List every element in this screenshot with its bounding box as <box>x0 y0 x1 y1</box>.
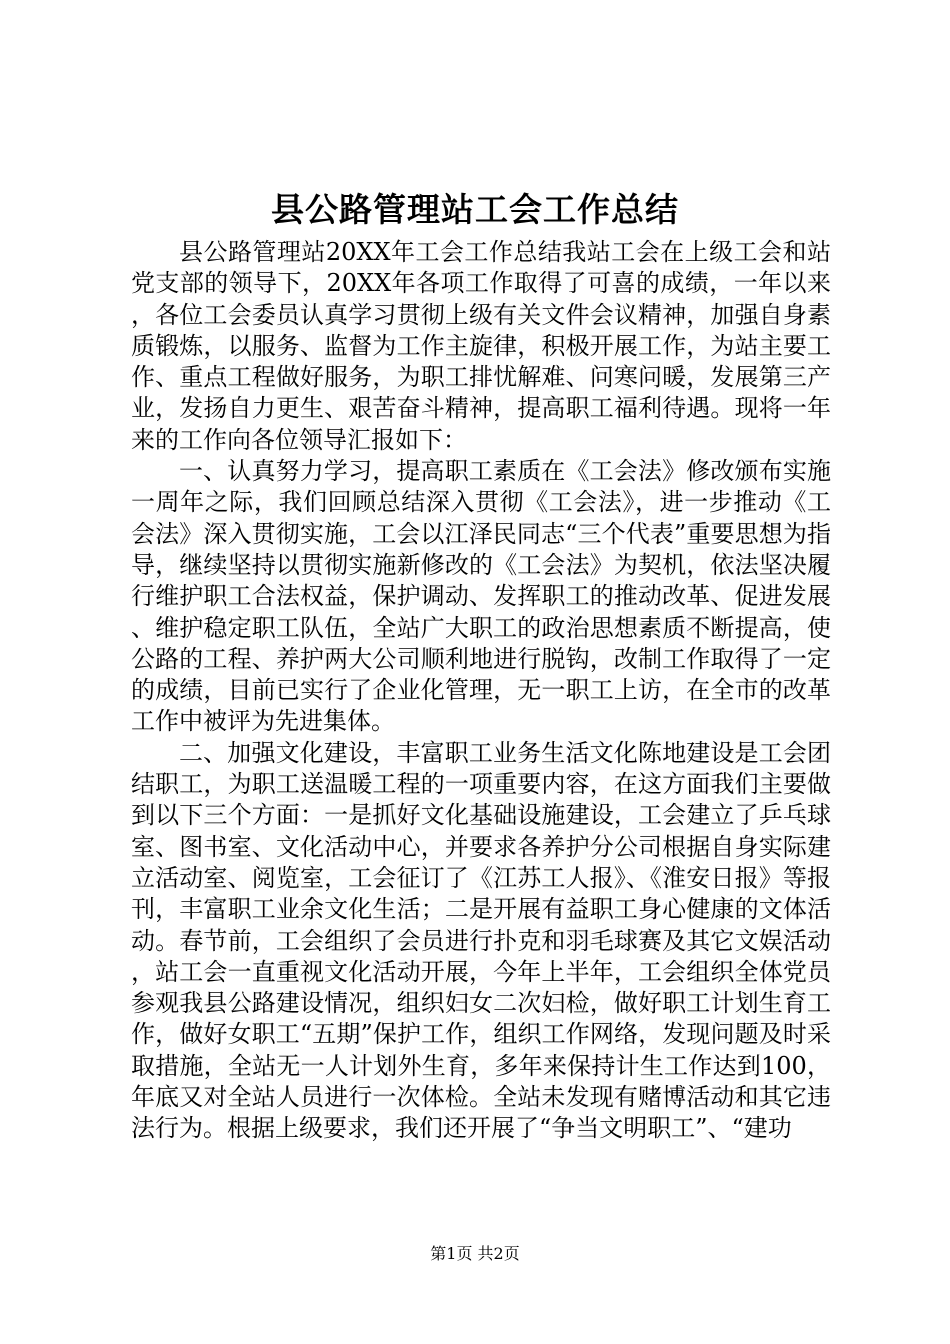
document-title: 县公路管理站工会工作总结 <box>271 190 679 229</box>
document-body <box>131 237 831 1145</box>
paragraph-section-1: 一、认真努力学习，提高职工素质在《工会法》修改颁布实施一周年之际，我们回顾总结深入贯彻《工会法》，进一步推动《工会法》深入贯彻实施，工会以江泽民同志“三个代表”重要思想为指导，继续坚持以贯彻实施新修改的《工会法》为契机，依法坚决履行维护职工合法权益，保护调动、发挥职工的推动改革、促进发展、维护稳定职工队伍，全站广大职工的政治思想素质不断提高，使公路的工程、养护两大公司顺利地进行脱钩，改制工作取得了一定的成绩，目前已实行了企业化管理，无一职工上访，在全市的改革工作中被评为先进集体。 <box>131 457 831 736</box>
paragraph-section-2: 二、加强文化建设，丰富职工业务生活文化陈地建设是工会团结职工，为职工送温暖工程的一项重要内容，在这方面我们主要做到以下三个方面：一是抓好文化基础设施建设，工会建立了乒乓球室、图书室、文化活动中心，并要求各养护分公司根据自身实际建立活动室、阅览室，工会征订了《江苏工人报》、《淮安日报》等报刊，丰富职工业余文化生活；二是开展有益职工身心健康的文体活动。春节前，工会组织了会员进行扑克和羽毛球赛及其它文娱活动，站工会一直重视文化活动开展，今年上半年，工会组织全体党员参观我县公路建设情况，组织妇女二次妇检，做好职工计划生育工作，做好女职工“五期”保护工作，组织工作网络，发现问题及时采取措施，全站无一人计划外生育，多年来保持计生工作达到100，年底又对全站人员进行一次体检。全站未发现有赌博活动和其它违法行为。根据上级要求，我们还开展了“争当文明职工”、“建功 <box>131 738 831 1143</box>
page-footer: 第1页 共2页 <box>430 1244 520 1263</box>
paragraph-intro: 县公路管理站20XX年工会工作总结我站工会在上级工会和站党支部的领导下，20XX年各项工作取得了可喜的成绩，一年以来，各位工会委员认真学习贯彻上级有关文件会议精神，加强自身素质锻炼，以服务、监督为工作主旋律，积极开展工作，为站主要工作、重点工程做好服务，为职工排忧解难、问寒问暖，发展第三产业，发扬自力更生、艰苦奋斗精神，提高职工福利待遇。现将一年来的工作向各位领导汇报如下： <box>131 238 831 454</box>
